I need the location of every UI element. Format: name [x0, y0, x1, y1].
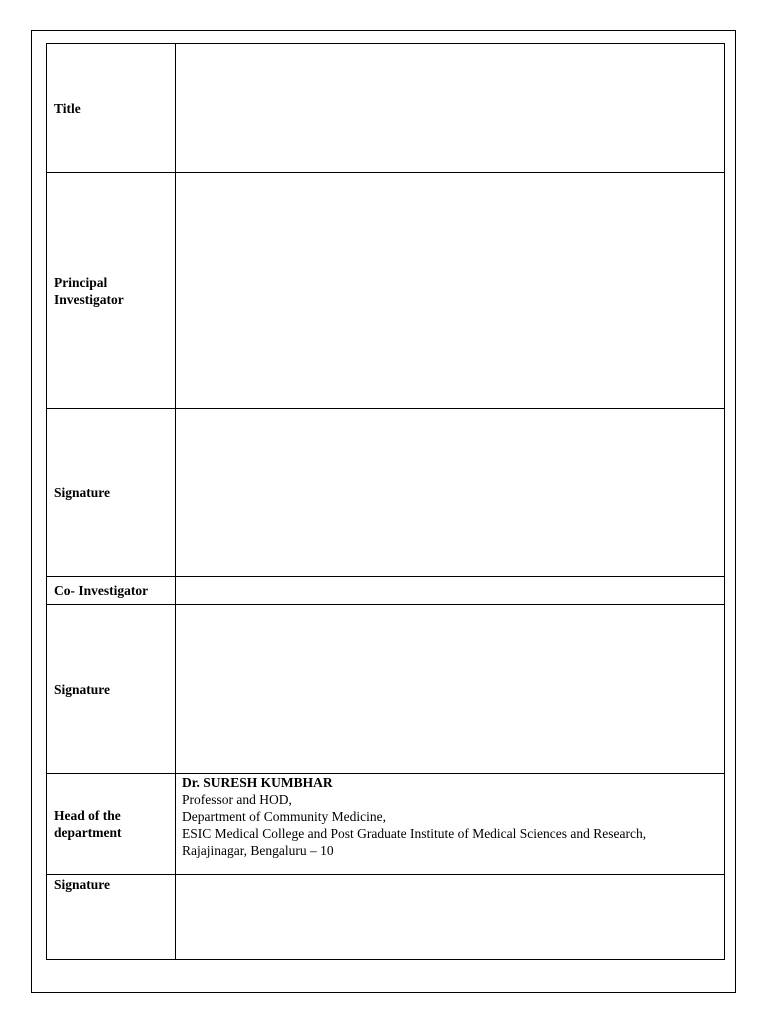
- label-title: Title: [54, 100, 81, 116]
- form-row-signature-pi: [47, 409, 725, 577]
- hod-department: Department of Community Medicine,: [182, 809, 386, 824]
- label-head-of-department-line2: department: [54, 825, 122, 840]
- head-of-department-details: [176, 774, 725, 875]
- label-cell-co-investigator: [47, 577, 176, 605]
- label-signature-hod: Signature: [54, 877, 111, 892]
- label-principal-investigator-line2: Investigator: [54, 291, 124, 307]
- label-cell-signature-pi: [47, 409, 176, 577]
- label-head-of-department-line1: Head of the: [54, 808, 121, 823]
- form-row-head-of-department: [47, 774, 725, 875]
- label-signature-pi: Signature: [54, 485, 111, 500]
- research-proposal-form: [46, 43, 725, 960]
- form-row-principal-investigator: [47, 173, 725, 409]
- label-cell-signature-hod: [47, 875, 176, 960]
- form-row-co-investigator: [47, 577, 725, 605]
- label-cell-head-of-department: [47, 774, 176, 875]
- co-investigator-field[interactable]: [176, 577, 725, 605]
- title-field[interactable]: [176, 44, 725, 173]
- hod-address: Rajajinagar, Bengaluru – 10: [182, 843, 334, 858]
- principal-investigator-field[interactable]: [176, 173, 725, 409]
- label-cell-title: [47, 44, 176, 173]
- label-signature-ci: Signature: [54, 681, 111, 697]
- label-co-investigator: Co- Investigator: [54, 583, 149, 598]
- label-cell-signature-ci: [47, 605, 176, 774]
- signature-ci-field[interactable]: [176, 605, 725, 774]
- form-row-title: [47, 44, 725, 173]
- hod-name: Dr. SURESH KUMBHAR: [182, 775, 333, 790]
- hod-institute: ESIC Medical College and Post Graduate Institute of Medical Sciences and Research,: [182, 826, 647, 841]
- form-row-signature-hod: [47, 875, 725, 960]
- signature-pi-field[interactable]: [176, 409, 725, 577]
- label-cell-principal-investigator: [47, 173, 176, 409]
- label-principal-investigator-line1: Principal: [54, 274, 108, 290]
- form-row-signature-ci: [47, 605, 725, 774]
- hod-designation: Professor and HOD,: [182, 792, 292, 807]
- hod-address-block: [176, 774, 724, 859]
- signature-hod-field[interactable]: [176, 875, 725, 960]
